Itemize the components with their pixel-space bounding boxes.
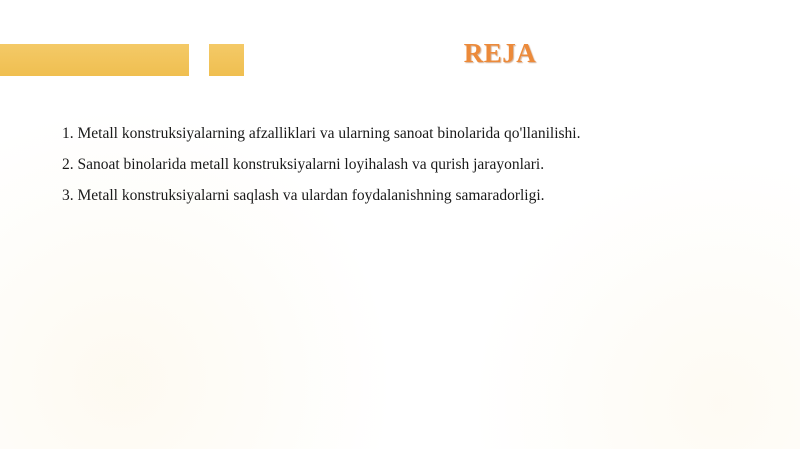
decorative-accent-bar-long <box>0 44 189 76</box>
plan-item-2: 2. Sanoat binolarida metall konstruksiyalarni loyihalash va qurish jarayonlari. <box>62 156 545 173</box>
plan-item-3: 3. Metall konstruksiyalarni saqlash va ulardan foydalanishning samaradorligi. <box>62 187 545 204</box>
decorative-accent-bar-short <box>209 44 244 76</box>
plan-list <box>62 124 782 217</box>
plan-item-1: 1. Metall konstruksiyalarning afzalliklari va ularning sanoat binolarida qo'llanilishi. <box>62 125 581 142</box>
slide-title: REJA <box>463 38 537 68</box>
